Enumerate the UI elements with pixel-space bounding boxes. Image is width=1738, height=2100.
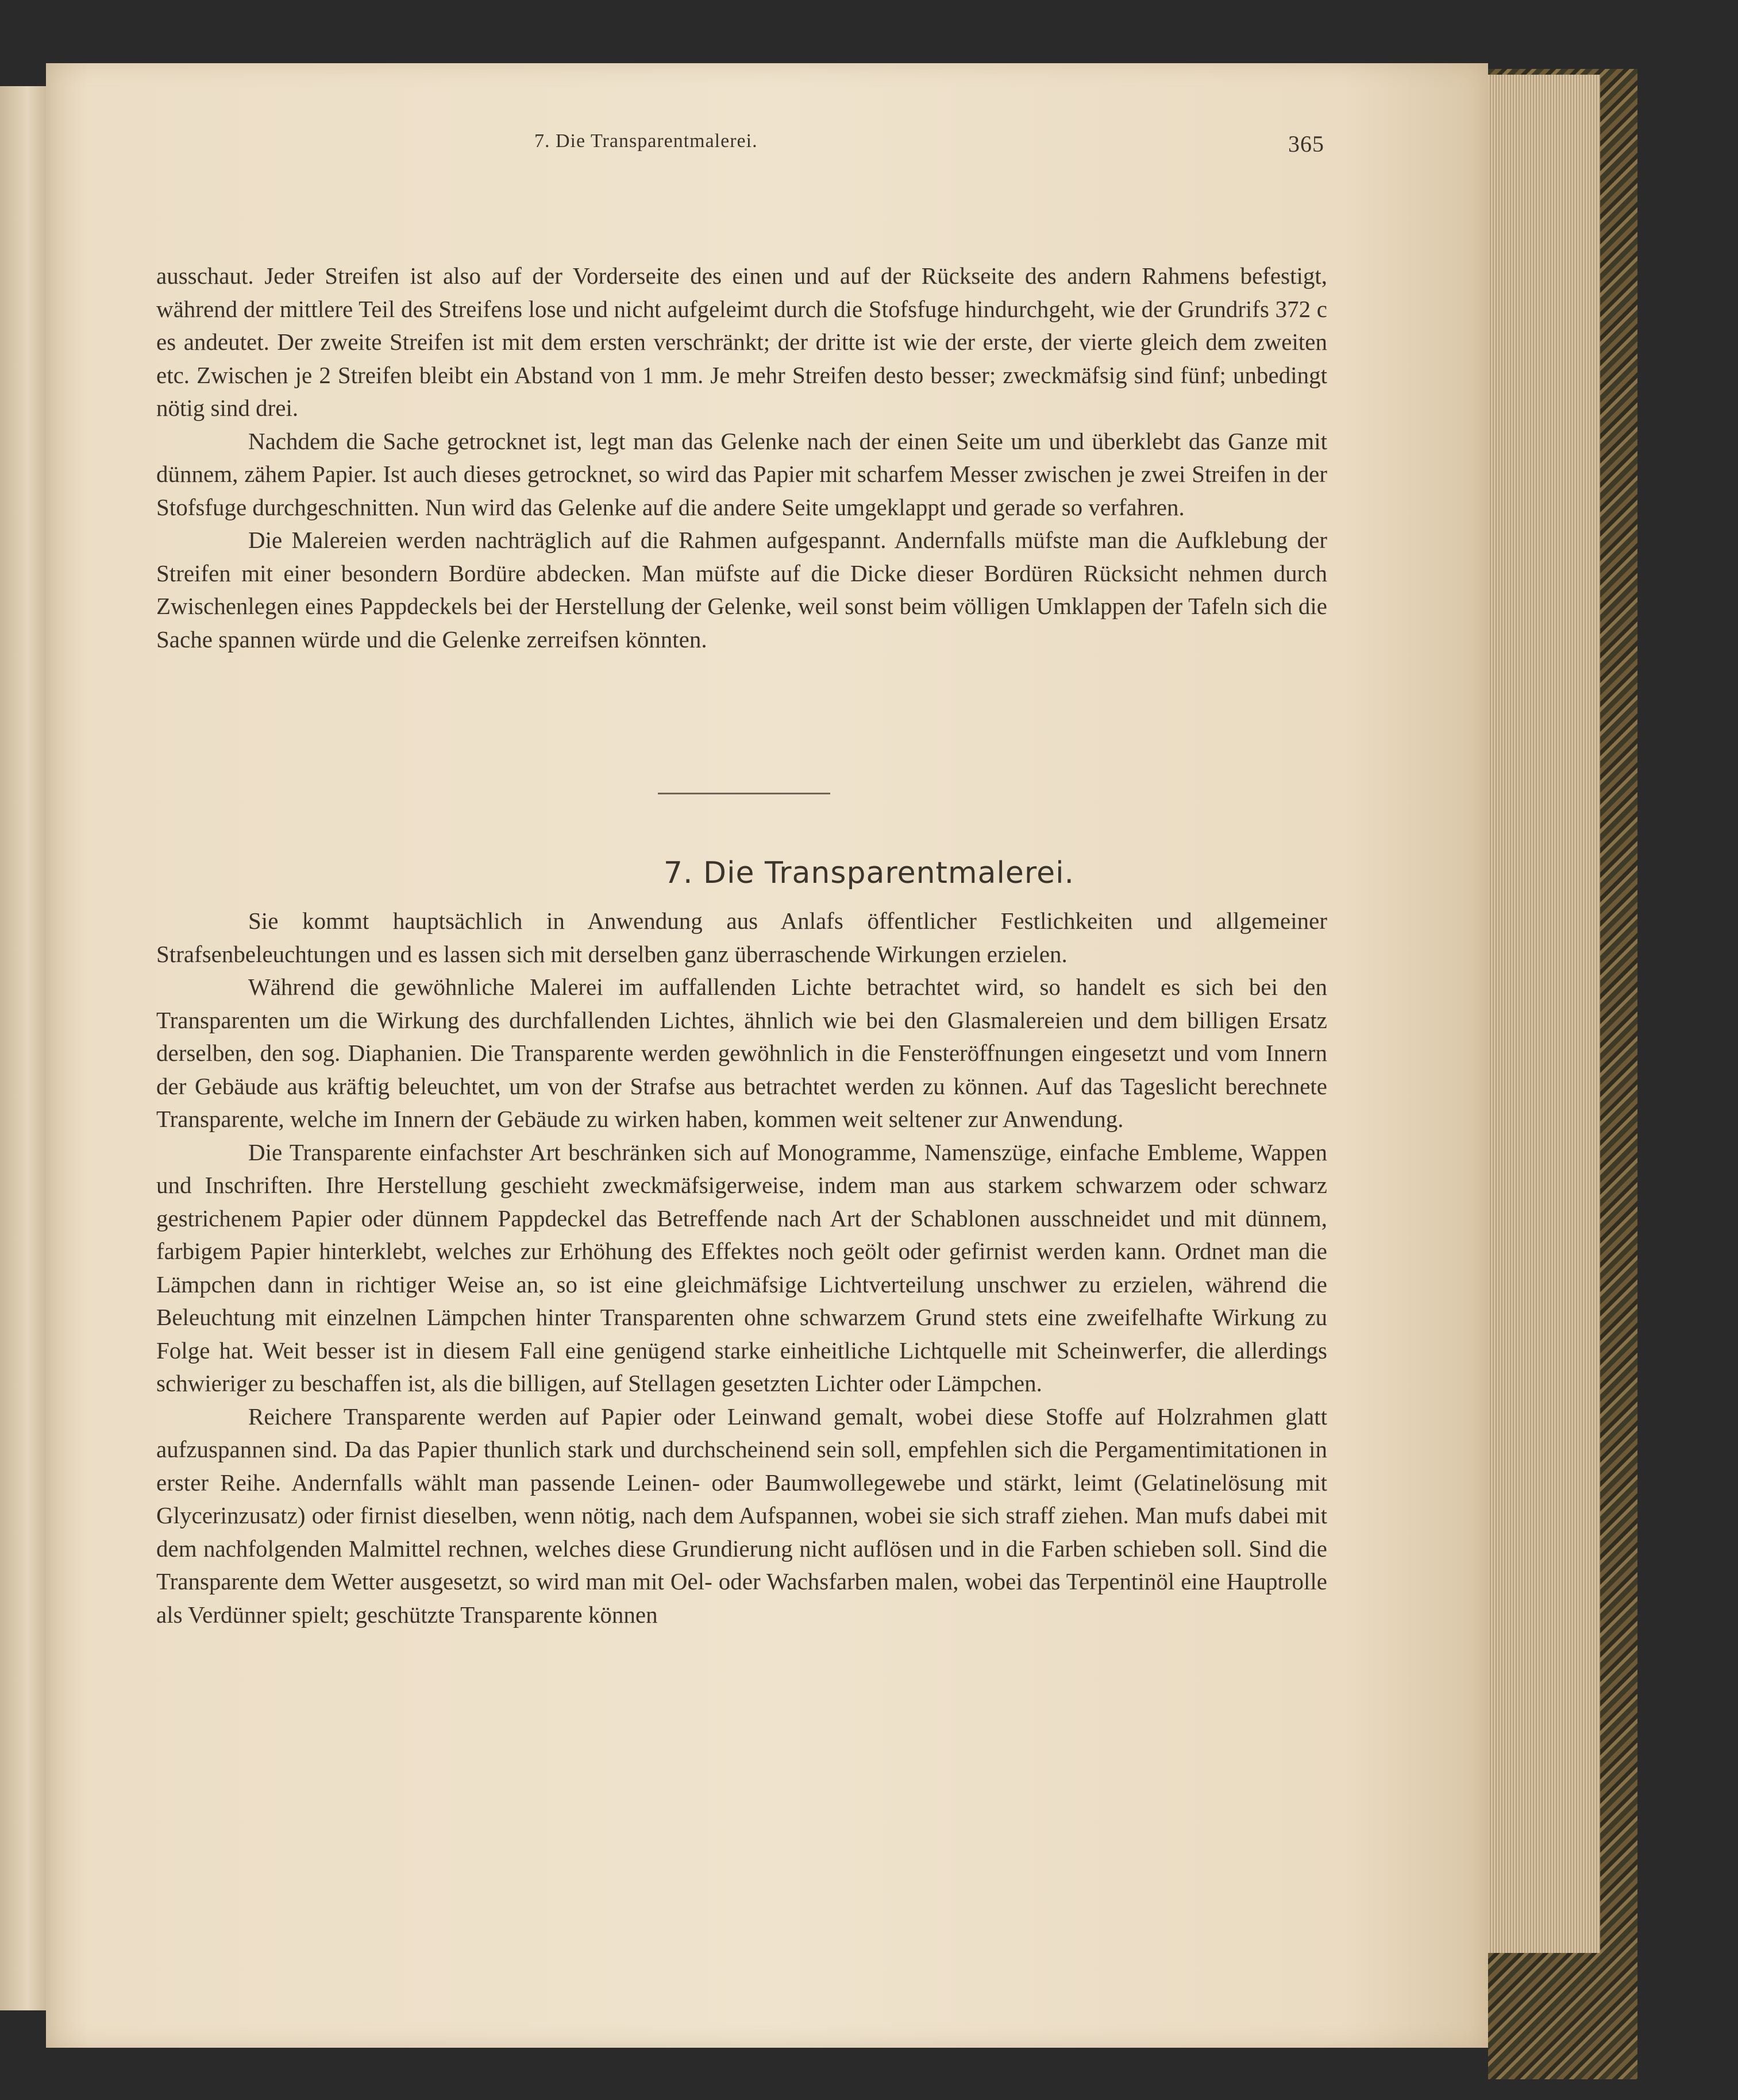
text-block-continued bbox=[156, 260, 1327, 656]
section-divider bbox=[658, 793, 830, 794]
paragraph: Nachdem die Sache getrocknet ist, legt man das Gelenke nach der einen Seite um und überklebt das Ganze mit dünnem, zähem Papier. Ist auch dieses getrocknet, so wird das Papier mit scharfem Messer zwischen je zwei Streifen in der Stofsfuge durchgeschnitten. Nun wird das Gelenke auf die andere Seite umgeklappt und gerade so verfahren. bbox=[156, 427, 1327, 520]
paragraph: Sie kommt hauptsächlich in Anwendung aus Anlafs öffentlicher Festlichkeiten und allgemeiner Strafsenbeleuchtungen und es lassen sich mit derselben ganz überraschende Wirkungen erzielen. bbox=[156, 908, 1327, 967]
paragraph: Die Malereien werden nachträglich auf die Rahmen aufgespannt. Andernfalls müfste man die Aufklebung der Streifen mit einer besondern Bordüre abdecken. Man müfste auf die Dicke dieser Bordüren Rücksicht nehmen durch Zwischenlegen eines Pappdeckels bei der Herstellung der Gelenke, weil sonst beim völligen Umklappen der Tafeln sich die Sache spannen würde und die Gelenke zerreifsen könnten. bbox=[156, 527, 1327, 653]
text-block-section bbox=[156, 905, 1327, 1631]
paragraph: Reichere Transparente werden auf Papier oder Leinwand gemalt, wobei diese Stoffe auf Holzrahmen glatt aufzuspannen sind. Da das Papier thunlich stark und durchscheinend sein soll, empfehlen sich die Pergamentimitationen in erster Reihe. Andernfalls wählt man passende Leinen- oder Baumwollegewebe und stärkt, leimt (Gelatinelösung mit Glycerinzusatz) oder firnist dieselben, wenn nötig, nach dem Aufspannen, wobei sie sich straff ziehen. Man mufs dabei mit dem nachfolgenden Malmittel rechnen, welches diese Grundierung nicht auflösen und in die Farben schieben soll. Sind die Transparente dem Wetter ausgesetzt, so wird man mit Oel- oder Wachsfarben malen, wobei das Terpentinöl eine Hauptrolle als Verdünner spielt; geschützte Transparente können bbox=[156, 1403, 1327, 1628]
paragraph: Die Transparente einfachster Art beschränken sich auf Monogramme, Namenszüge, einfache Embleme, Wappen und Inschriften. Ihre Herstellung geschieht zweckmäfsigerweise, indem man aus starkem schwarzem oder schwarz gestrichenem Papier oder dünnem Pappdeckel das Betreffende nach Art der Schablonen ausschneidet und mit dünnem, farbigem Papier hinterklebt, welches zur Erhöhung des Effektes noch geölt oder gefirnist werden kann. Ordnet man die Lämpchen dann in richtiger Weise an, so ist eine gleichmäfsige Lichtverteilung unschwer zu erzielen, während die Beleuchtung mit einzelnen Lämpchen hinter Transparenten ohne schwarzem Grund stets eine zweifelhafte Wirkung zu Folge hat. Weit besser ist in diesem Fall eine genügend starke einheitliche Lichtquelle mit Scheinwerfer, die allerdings schwieriger zu beschaffen ist, als die billigen, auf Stellagen gesetzten Lichter oder Lämpchen. bbox=[156, 1138, 1327, 1396]
running-title: 7. Die Transparentmalerei. bbox=[534, 130, 758, 152]
facing-page-edge bbox=[0, 86, 46, 2010]
running-head bbox=[534, 130, 1488, 157]
paragraph: ausschaut. Jeder Streifen ist also auf der Vorderseite des einen und auf der Rückseite des andern Rahmens befestigt, während der mittlere Teil des Streifens lose und nicht aufgeleimt durch die Stofsfuge hindurchgeht, wie der Grundrifs 372 c es andeutet. Der zweite Streifen ist mit dem ersten verschränkt; der dritte ist wie der erste, der vierte gleich dem zweiten etc. Zwischen je 2 Streifen bleibt ein Abstand von 1 mm. Je mehr Streifen desto besser; zweckmäfsig sind fünf; unbedingt nötig sind drei. bbox=[156, 262, 1327, 421]
page-number: 365 bbox=[1288, 131, 1324, 157]
page-stack-edges bbox=[1485, 75, 1600, 1953]
paragraph: Während die gewöhnliche Malerei im auffallenden Lichte betrachtet wird, so handelt es sich bei den Transparenten um die Wirkung des durchfallenden Lichtes, ähnlich wie bei den Glasmalereien und dem billigen Ersatz derselben, den sog. Diaphanien. Die Transparente werden gewöhnlich in die Fensteröffnungen eingesetzt und vom Innern der Gebäude aus kräftig beleuchtet, um von der Strafse aus betrachtet werden zu können. Auf das Tageslicht berechnete Transparente, welche im Innern der Gebäude zu wirken haben, kommen weit seltener zur Anwendung. bbox=[156, 974, 1327, 1132]
section-heading: 7. Die Transparentmalerei. bbox=[663, 856, 1075, 890]
